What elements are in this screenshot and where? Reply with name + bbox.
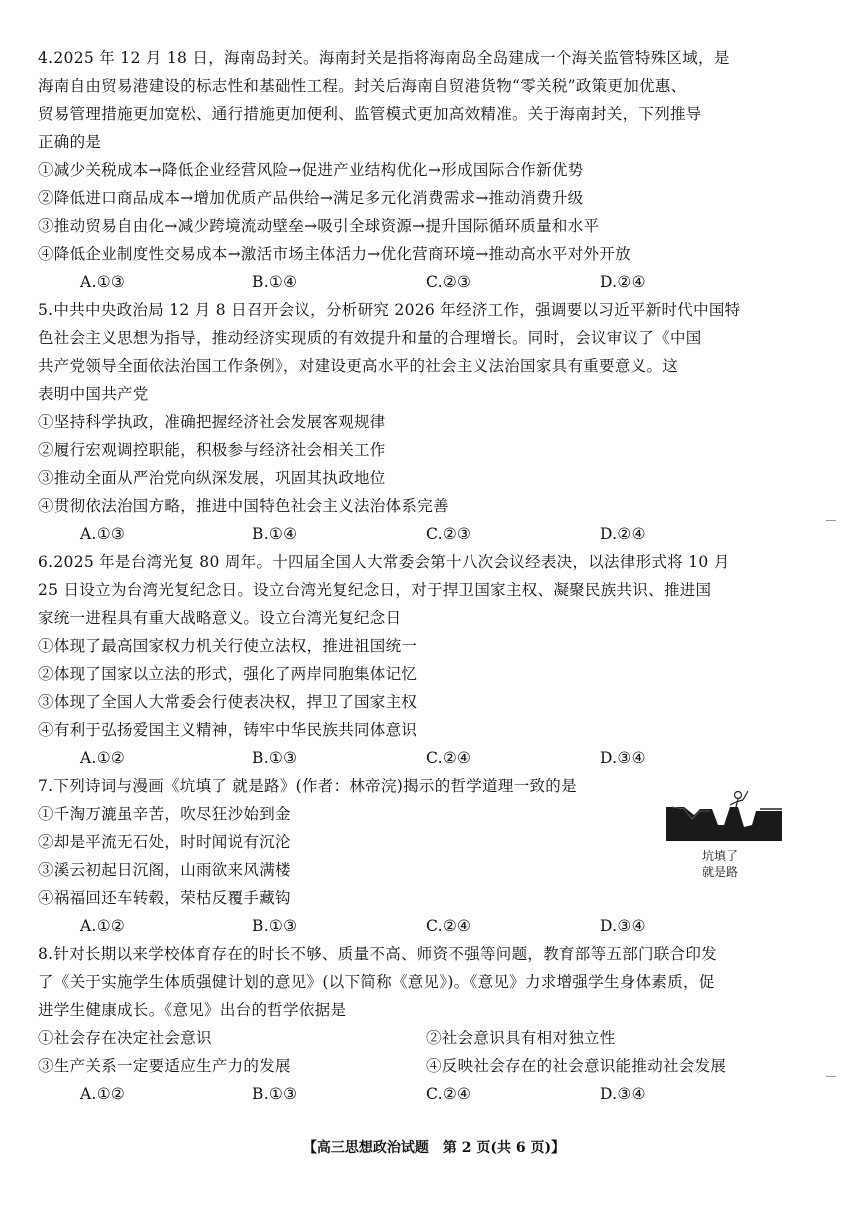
question-4-choice-c[interactable]: C.②③ <box>426 273 472 291</box>
question-5-item-1: ①坚持科学执政，准确把握经济社会发展客观规律 <box>38 413 386 431</box>
question-5-stem-line-3: 共产党领导全面依法治国工作条例》，对建设更高水平的社会主义法治国家具有重要意义。这 <box>38 357 679 375</box>
question-8-item-2: ②社会意识具有相对独立性 <box>426 1029 616 1047</box>
question-5-choice-d[interactable]: D.②④ <box>600 525 646 543</box>
question-6-choice-a[interactable]: A.①② <box>80 749 126 767</box>
question-4-stem-line-4: 正确的是 <box>38 133 102 151</box>
question-4-item-1: ①减少关税成本→降低企业经营风险→促进产业结构优化→形成国际合作新优势 <box>38 161 584 179</box>
question-4-item-4: ④降低企业制度性交易成本→激活市场主体活力→优化营商环境→推动高水平对外开放 <box>38 245 631 263</box>
question-8-choice-a[interactable]: A.①② <box>80 1085 126 1103</box>
question-7-item-4: ④祸福回还车转毂，荣枯反覆手藏钩 <box>38 889 291 907</box>
question-7-stem-line-1: 7.下列诗词与漫画《坑填了 就是路》(作者：林帝浣)揭示的哲学道理一致的是 <box>38 777 577 795</box>
question-5-item-3: ③推动全面从严治党向纵深发展，巩固其执政地位 <box>38 469 386 487</box>
question-8-choice-c[interactable]: C.②④ <box>426 1085 472 1103</box>
question-6-choice-b[interactable]: B.①③ <box>252 749 298 767</box>
question-7-choice-c[interactable]: C.②④ <box>426 917 472 935</box>
question-5-item-2: ②履行宏观调控职能，积极参与经济社会相关工作 <box>38 441 386 459</box>
question-7-item-1: ①千淘万漉虽辛苦，吹尽狂沙始到金 <box>38 805 291 823</box>
question-8-item-1: ①社会存在决定社会意识 <box>38 1029 212 1047</box>
question-4-stem-line-3: 贸易管理措施更加宽松、通行措施更加便利、监管模式更加高效精准。关于海南封关，下列推导 <box>38 105 702 123</box>
question-4-choice-b[interactable]: B.①④ <box>252 273 298 291</box>
cartoon-figure <box>664 785 784 885</box>
question-6-stem-line-3: 家统一进程具有重大战略意义。设立台湾光复纪念日 <box>38 609 402 627</box>
question-5-stem-line-2: 色社会主义思想为指导，推动经济实现质的有效提升和量的合理增长。同时，会议审议了《中国 <box>38 329 702 347</box>
question-6-choice-c[interactable]: C.②④ <box>426 749 472 767</box>
question-4-stem-line-2: 海南自由贸易港建设的标志性和基础性工程。封关后海南自贸港货物“零关税”政策更加优惠、 <box>38 77 687 95</box>
question-4-item-2: ②降低进口商品成本→增加优质产品供给→满足多元化消费需求→推动消费升级 <box>38 189 584 207</box>
question-6-item-1: ①体现了最高国家权力机关行使立法权，推进祖国统一 <box>38 637 418 655</box>
question-8-stem-line-3: 进学生健康成长。《意见》出台的哲学依据是 <box>38 1001 347 1019</box>
question-4-choice-d[interactable]: D.②④ <box>600 273 646 291</box>
question-8-stem-line-2: 了《关于实施学生体质强健计划的意见》(以下简称《意见》)。《意见》力求增强学生身体素质，促 <box>38 973 715 991</box>
scan-margin-mark <box>826 520 836 521</box>
question-4-stem-line-1: 4.2025 年 12 月 18 日，海南岛封关。海南封关是指将海南岛全岛建成一个海关监管特殊区域，是 <box>38 49 730 67</box>
question-5-choice-b[interactable]: B.①④ <box>252 525 298 543</box>
scan-margin-mark <box>826 1076 836 1077</box>
question-6-item-4: ④有利于弘扬爱国主义精神，铸牢中华民族共同体意识 <box>38 721 418 739</box>
cartoon-image <box>664 785 784 845</box>
question-8-choice-d[interactable]: D.③④ <box>600 1085 646 1103</box>
question-5-stem-line-4: 表明中国共产党 <box>38 385 149 403</box>
question-6-choice-d[interactable]: D.③④ <box>600 749 646 767</box>
question-8-item-4: ④反映社会存在的社会意识能推动社会发展 <box>426 1057 727 1075</box>
question-6-item-3: ③体现了全国人大常委会行使表决权，捍卫了国家主权 <box>38 693 418 711</box>
question-7-choice-b[interactable]: B.①③ <box>252 917 298 935</box>
question-8-choice-b[interactable]: B.①③ <box>252 1085 298 1103</box>
cartoon-caption-line-2: 就是路 <box>702 865 739 879</box>
question-7-choice-a[interactable]: A.①② <box>80 917 126 935</box>
question-5-choice-a[interactable]: A.①③ <box>80 525 126 543</box>
question-7-item-2: ②却是平流无石处，时时闻说有沉沦 <box>38 833 291 851</box>
question-4-choice-a[interactable]: A.①③ <box>80 273 126 291</box>
question-6-stem-line-1: 6.2025 年是台湾光复 80 周年。十四届全国人大常委会第十八次会议经表决，以法律形式将 10 月 <box>38 553 730 571</box>
question-8-stem-line-1: 8.针对长期以来学校体育存在的时长不够、质量不高、师资不强等问题，教育部等五部门联合印发 <box>38 945 717 963</box>
question-6-item-2: ②体现了国家以立法的形式，强化了两岸同胞集体记忆 <box>38 665 418 683</box>
question-5-item-4: ④贯彻依法治国方略，推进中国特色社会主义法治体系完善 <box>38 497 449 515</box>
cartoon-caption-line-1: 坑填了 <box>702 849 739 863</box>
question-5-choice-c[interactable]: C.②③ <box>426 525 472 543</box>
question-7-item-3: ③溪云初起日沉阁，山雨欲来风满楼 <box>38 861 291 879</box>
question-6-stem-line-2: 25 日设立为台湾光复纪念日。设立台湾光复纪念日，对于捍卫国家主权、凝聚民族共识、推进国 <box>38 581 712 599</box>
question-5-stem-line-1: 5.中共中央政治局 12 月 8 日召开会议，分析研究 2026 年经济工作，强调要以习近平新时代中国特 <box>38 301 741 319</box>
page-footer: 【高三思想政治试题 第 2 页(共 6 页)】 <box>302 1140 566 1156</box>
question-8-item-3: ③生产关系一定要适应生产力的发展 <box>38 1057 291 1075</box>
question-4-item-3: ③推动贸易自由化→减少跨境流动壁垒→吸引全球资源→提升国际循环质量和水平 <box>38 217 600 235</box>
question-7-choice-d[interactable]: D.③④ <box>600 917 646 935</box>
